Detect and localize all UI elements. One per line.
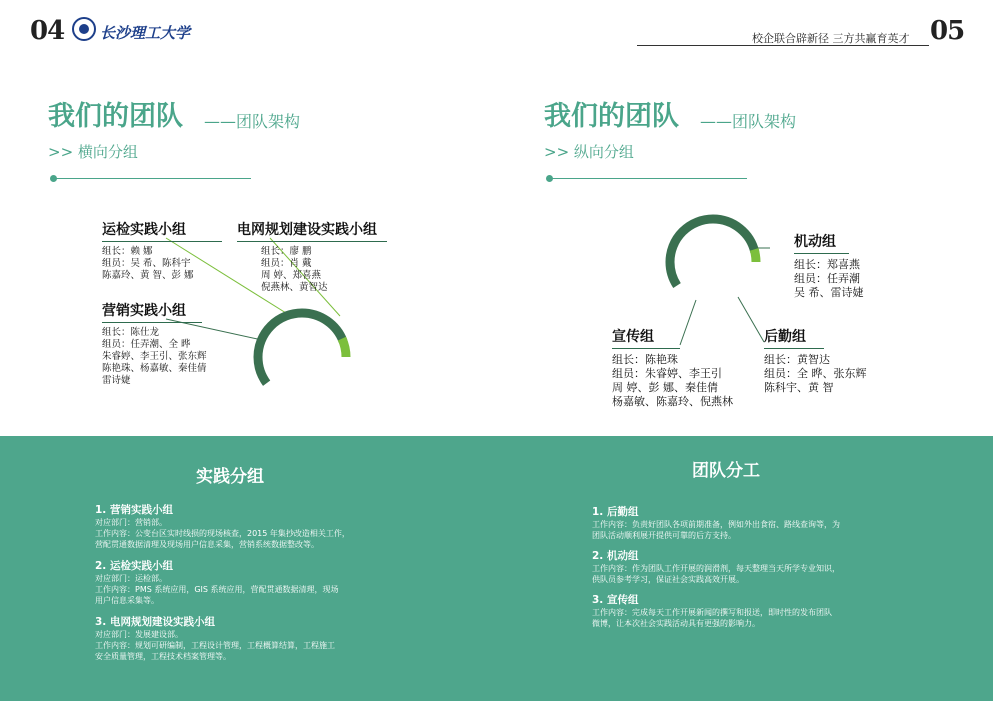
group-jidong [794,231,864,300]
division-title: 团队分工 [692,461,760,481]
group-dianwang [237,219,387,294]
right-page-subtitle: ——团队架构 [700,112,797,131]
practice-item-line: 工作内容：PMS 系统应用，GIS 系统应用，营配贯通数据清理，现场 [95,585,339,594]
group-line: 吴 希、雷诗婕 [794,286,864,299]
practice-item-title: 1. 营销实践小组 [95,504,173,516]
practice-list [95,502,415,662]
group-line: 组长：廖 鹏 [261,246,312,257]
practice-item-line: 安全质量管理，工程技术档案管理等。 [95,652,231,661]
division-item-line: 团队活动顺利展开提供可靠的后方支持。 [592,531,736,540]
group-name: 运检实践小组 [102,222,186,238]
group-line: 陈嘉玲、黄 智、彭 娜 [102,270,194,281]
group-houqin [764,326,867,395]
practice-item-line: 对应部门：运检部。 [95,574,167,583]
group-line: 陈艳珠、杨嘉敏、秦佳倩 [102,363,207,374]
practice-item [95,502,415,550]
group-yingxiao [102,300,207,387]
division-list [592,504,892,629]
practice-item-title: 3. 电网规划建设实践小组 [95,616,215,628]
group-name: 宣传组 [612,329,654,345]
division-item-line: 微博，让本次社会实践活动具有更强的影响力。 [592,619,760,628]
group-line: 组长：黄智达 [764,353,830,366]
group-line: 雷诗婕 [102,375,131,386]
group-line: 组长：陈艳珠 [612,353,678,366]
group-underline [237,241,387,242]
page-number-left: 04 [30,16,65,46]
group-line: 组长：郑喜燕 [794,258,860,271]
group-line: 组长：赖 娜 [102,246,153,257]
practice-item-line: 工作内容：公变台区实时线损的现场核查，2015 年集抄改造相关工作， [95,529,350,538]
ring-segment-dark-right [670,219,756,305]
group-line: 陈科宇、黄 智 [764,381,834,394]
division-item-title: 2. 机动组 [592,550,639,562]
group-underline [612,348,680,349]
practice-item-line: 工作内容：规划可研编制，工程设计管理，工程概算结算，工程施工 [95,641,335,650]
division-item-title: 1. 后勤组 [592,506,639,518]
group-line: 组员：肖 戴 [261,258,312,269]
group-underline [102,241,222,242]
group-name: 营销实践小组 [102,303,186,319]
group-line: 组员：吴 希、陈科宇 [102,258,191,269]
practice-item [95,558,415,606]
group-name: 电网规划建设实践小组 [237,222,377,238]
practice-item-line: 营配贯通数据清理及现场用户信息采集，营销系统数据整改等。 [95,540,319,549]
division-item-line: 工作内容：负责好团队各项前期准备，例如外出食宿、路线查询等，为 [592,520,840,529]
group-underline [102,322,202,323]
right-page-title: 我们的团队 [544,101,679,132]
group-line: 周 婷、彭 娜、秦佳倩 [612,381,718,394]
division-item-line: 工作内容：完成每天工作开展新闻的撰写和报送，即时性的发布团队 [592,608,832,617]
group-underline [764,348,824,349]
group-line: 组员：朱睿婷、李王引 [612,367,722,380]
page-number-right: 05 [930,16,965,46]
group-line: 组长：陈仕龙 [102,327,160,338]
practice-item [95,614,415,662]
left-section-heading: >> 横向分组 [48,143,138,161]
practice-item-line: 对应部门：营销部。 [95,518,167,527]
group-name: 后勤组 [764,329,806,345]
right-divider-line [551,178,747,179]
group-name: 机动组 [794,234,836,250]
group-yunjian [102,219,222,282]
group-line: 组员：全 晔、张东辉 [764,367,867,380]
practice-item-line: 用户信息采集等。 [95,596,159,605]
practice-item-line: 对应部门：发展建设部。 [95,630,183,639]
division-item [592,592,892,629]
left-page-title: 我们的团队 [48,101,183,132]
division-item-title: 3. 宣传组 [592,594,639,606]
school-name: 长沙理工大学 [100,24,191,42]
group-line: 组员：任弄潮 [794,272,860,285]
practice-title: 实践分组 [196,467,264,487]
bottom-panel [0,436,993,701]
division-item-line: 供队员参考学习，保证社会实践高效开展。 [592,575,744,584]
division-item [592,548,892,585]
connector-line-houqin [738,297,764,342]
right-section-heading: >> 纵向分组 [544,143,634,161]
header-tagline: 校企联合辟新径 三方共赢育英才 [752,32,910,45]
group-line: 杨嘉敏、陈嘉玲、倪燕林 [612,395,733,408]
division-item-line: 工作内容：作为团队工作开展的润滑剂，每天整理当天所学专业知识， [592,564,840,573]
division-item [592,504,892,541]
ring-segment-dark [258,313,346,401]
group-xuanchuan [612,326,733,409]
practice-item-title: 2. 运检实践小组 [95,560,173,572]
group-line: 倪燕林、黄智达 [261,282,328,293]
left-page-subtitle: ——团队架构 [204,112,301,131]
group-line: 组员：任弄潮、全 晔 [102,339,191,350]
group-underline [794,253,849,254]
group-line: 周 婷、郑喜燕 [261,270,322,281]
group-line: 朱睿婷、李王引、张东辉 [102,351,207,362]
